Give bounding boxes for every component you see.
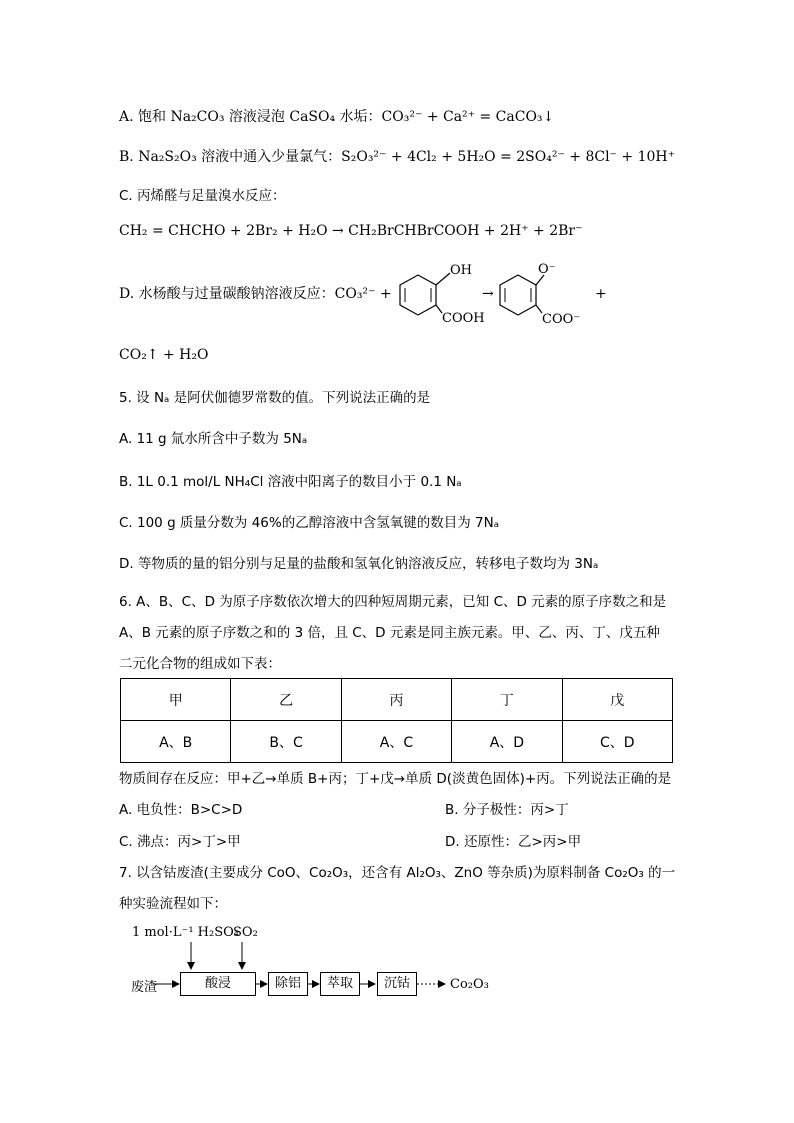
- q6-option-b: B. 分子极性：丙>丁: [445, 802, 569, 818]
- q7-stem-line2: 种实验流程如下：: [119, 896, 227, 912]
- q5-option-c: C. 100 g 质量分数为 46%的乙醇溶液中含氢氧键的数目为 7Nₐ: [119, 515, 499, 531]
- table-cell: C、D: [562, 721, 672, 763]
- flow-step-cobalt-precipitation: 沉钴: [377, 972, 417, 996]
- q5-option-d: D. 等物质的量的铝分别与足量的盐酸和氢氧化钠溶液反应，转移电子数均为 3Nₐ: [119, 556, 599, 572]
- flow-step-aluminum-removal: 除铝: [268, 972, 308, 996]
- q6-option-c: C. 沸点：丙>丁>甲: [119, 834, 241, 850]
- table-header-row: [121, 679, 673, 721]
- flow-step-acid-leaching: 酸浸: [180, 972, 256, 996]
- table-cell: A、D: [452, 721, 562, 763]
- reaction-arrow: →: [482, 286, 494, 302]
- table-header-cell: 丙: [341, 679, 451, 721]
- q6-option-a: A. 电负性：B>C>D: [119, 802, 243, 818]
- table-cell: B、C: [231, 721, 341, 763]
- hydroxyl-label: OH: [450, 263, 472, 278]
- q6-stem-line1: 6. A、B、C、D 为原子序数依次增大的四种短周期元素，已知 C、D 元素的原子序数之和是: [119, 594, 667, 610]
- q4-option-c: C. 丙烯醛与足量溴水反应：: [119, 188, 286, 204]
- table-header-cell: 甲: [121, 679, 231, 721]
- q5-option-a: A. 11 g 氚水所含中子数为 5Nₐ: [119, 431, 308, 447]
- table-header-cell: 戊: [562, 679, 672, 721]
- q4-option-a: A. 饱和 Na₂CO₃ 溶液浸泡 CaSO₄ 水垢：CO₃²⁻ + Ca²⁺ = CaCO₃↓: [119, 109, 555, 125]
- compound-composition-table: [120, 678, 673, 763]
- flow-arrows: [120, 940, 500, 1000]
- salicylate-structure: [480, 255, 600, 330]
- q6-reaction-text: 物质间存在反应：甲+乙→单质 B+丙；丁+戊→单质 D(淡黄色固体)+丙。下列说法正确的是: [119, 771, 672, 787]
- table-header-cell: 丁: [452, 679, 562, 721]
- q6-option-d: D. 还原性：乙>丙>甲: [445, 834, 582, 850]
- q4-option-d-tail: CO₂↑ + H₂O: [119, 347, 209, 363]
- plus-sign: +: [595, 286, 607, 302]
- table-header-cell: 乙: [231, 679, 341, 721]
- table-row: [121, 721, 673, 763]
- phenoxide-label: O⁻: [538, 262, 556, 277]
- flow-start-waste-residue: 废渣: [131, 980, 158, 995]
- table-cell: A、C: [341, 721, 451, 763]
- flow-product: Co₂O₃: [450, 977, 489, 992]
- salicylic-acid-structure: [370, 255, 490, 330]
- carboxylate-label: COO⁻: [542, 312, 581, 327]
- q4-option-b: B. Na₂S₂O₃ 溶液中通入少量氯气：S₂O₃²⁻ + 4Cl₂ + 5H₂O = 2SO₄²⁻ + 8Cl⁻ + 10H⁺: [119, 149, 675, 165]
- q6-stem-line3: 二元化合物的组成如下表：: [119, 656, 281, 672]
- table-cell: A、B: [121, 721, 231, 763]
- reagent-sulfur-dioxide: SO₂: [233, 925, 258, 940]
- q5-option-b: B. 1L 0.1 mol/L NH₄Cl 溶液中阳离子的数目小于 0.1 Nₐ: [119, 474, 462, 490]
- reagent-sulfuric-acid: 1 mol·L⁻¹ H₂SO₄: [132, 925, 240, 940]
- flow-step-extraction: 萃取: [320, 972, 360, 996]
- carboxyl-label: COOH: [442, 311, 485, 326]
- q4-option-c-equation: CH₂ = CHCHO + 2Br₂ + H₂O → CH₂BrCHBrCOOH + 2H⁺ + 2Br⁻: [119, 223, 583, 239]
- q7-stem-line1: 7. 以含钴废渣(主要成分 CoO、Co₂O₃，还含有 Al₂O₃、ZnO 等杂质)为原料制备 Co₂O₃ 的一: [119, 865, 676, 881]
- q6-stem-line2: A、B 元素的原子序数之和的 3 倍，且 C、D 元素是同主族元素。甲、乙、丙、丁、戊五种: [119, 625, 660, 641]
- q4-option-d: D. 水杨酸与过量碳酸钠溶液反应：CO₃²⁻ +: [119, 286, 392, 302]
- q5-stem: 5. 设 Nₐ 是阿伏伽德罗常数的值。下列说法正确的是: [119, 390, 431, 406]
